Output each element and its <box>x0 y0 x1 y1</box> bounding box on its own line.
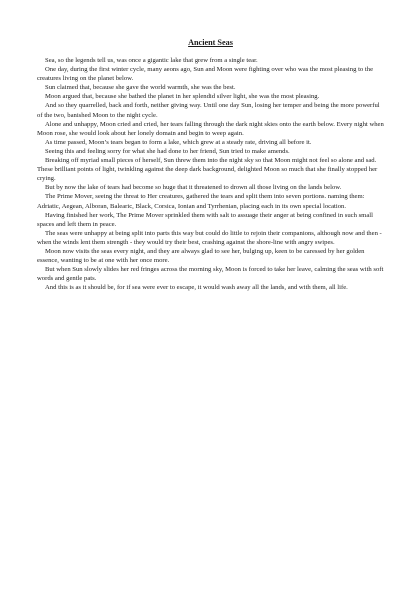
paragraph: The seas were unhappy at being split into parts this way but could do little to rejoin their companions, although now and then - when the winds lent them strength - they would try their best, crashing against the shore-line with angry swipes. <box>37 229 382 246</box>
paragraph: As time passed, Moon’s tears began to form a lake, which grew at a steady rate, driving all before it. <box>45 138 312 146</box>
paragraph: And so they quarrelled, back and forth, neither giving way. Until one day Sun, losing her temper and being the more powerful of the two, banished Moon to the night cycle. <box>37 102 380 119</box>
paragraph: Sea, so the legends tell us, was once a gigantic lake that grew from a single tear. <box>45 57 258 64</box>
paragraph: Having finished her work, The Prime Mover sprinkled them with salt to assuage their anger at being confined in such small spaces and left them in peace. <box>37 211 373 228</box>
paragraph: But by now the lake of tears had become so huge that it threatened to drown all those living on the lands below. <box>45 184 342 192</box>
paragraph: And this is as it should be, for if sea were ever to escape, it would wash away all the lands, and with them, all life. <box>45 284 348 292</box>
paragraph: Breaking off myriad small pieces of herself, Sun threw them into the night sky so that Moon might not feel so alone and sad. These brilliant points of light, twinkling against the deep dark background, delighted Moon so much that she finally stopped her crying. <box>37 157 378 183</box>
paragraph: Moon now visits the seas every night, and they are always glad to see her, bulging up, keen to be caressed by her golden essence, wanting to be at one with her once more. <box>37 247 365 265</box>
paragraph: Sun claimed that, because she gave the world warmth, she was the best. <box>45 84 236 92</box>
paragraph: The Prime Mover, seeing the threat to Her creatures, gathered the tears and split them into seven portions. naming them: Adriatic, Aegean, Alboran, Balearic, Black, Corsica, Ionian and Tyrrhenian, placing each in its own special location. <box>37 193 365 210</box>
paragraph: Alone and unhappy, Moon cried and cried, her tears falling through the dark night skies onto the earth below. Every night when Moon rose, she would look about her lonely domain and begin to weep again. <box>37 120 384 137</box>
document-title: Ancient Seas <box>188 38 233 47</box>
document-body <box>37 38 384 292</box>
paragraph: One day, during the first winter cycle, many aeons ago, Sun and Moon were fighting over who was the most pleasing to the creatures living on the planet below. <box>37 66 374 83</box>
paragraph: Moon argued that, because she bathed the planet in her splendid silver light, she was the most pleasing. <box>45 93 320 101</box>
paragraph: Seeing this and feeling sorry for what she had done to her friend, Sun tried to make amends. <box>45 147 290 155</box>
paragraph: But when Sun slowly slides her red fringes across the morning sky, Moon is forced to take her leave, calming the seas with soft words and gentle pats. <box>37 266 384 283</box>
